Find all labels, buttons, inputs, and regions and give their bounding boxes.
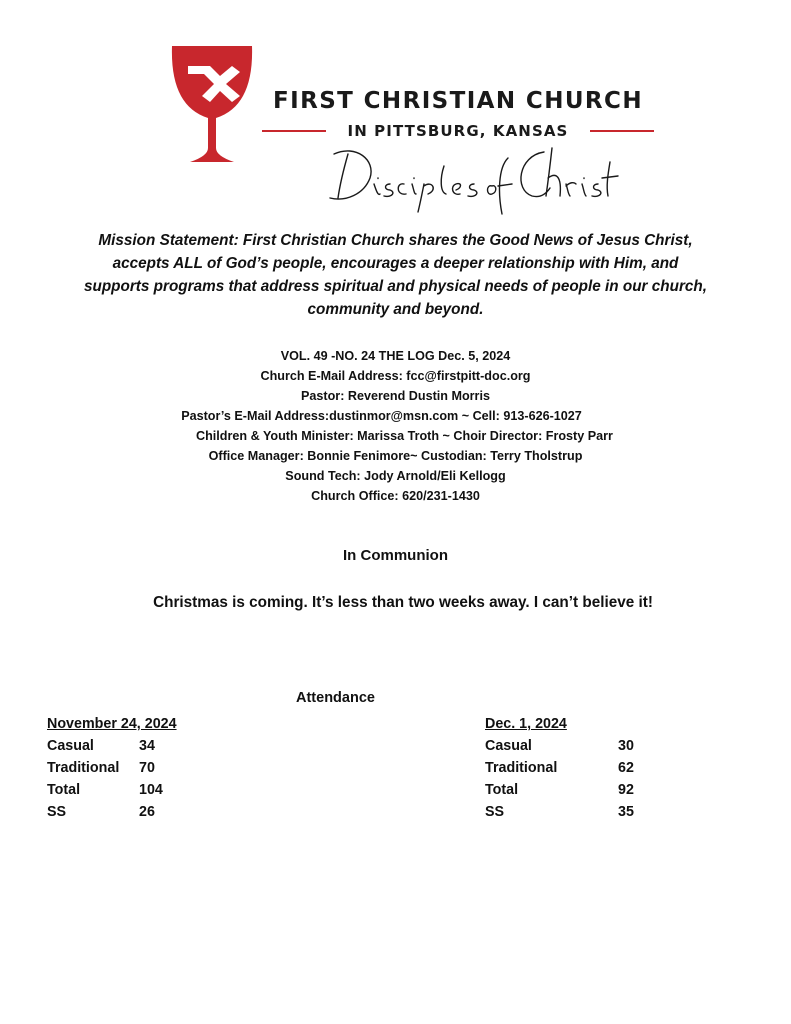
communion-heading: In Communion xyxy=(343,547,448,564)
mission-line: accepts ALL of God’s people, encourages a deeper relationship with Him, and xyxy=(112,255,679,272)
attendance-row xyxy=(485,757,634,779)
attendance-label: SS xyxy=(47,804,67,820)
church-name: FIRST CHRISTIAN CHURCH xyxy=(273,88,643,114)
attendance-row xyxy=(47,735,177,757)
attendance-label: SS xyxy=(485,804,505,820)
mission-line: Mission Statement: First Christian Church shares the Good News of Jesus Christ, xyxy=(98,232,693,249)
attendance-label: Traditional xyxy=(47,760,120,776)
attendance-row xyxy=(47,779,177,801)
attendance-value: 35 xyxy=(618,804,634,820)
ministers-line: Children & Youth Minister: Marissa Troth ~ Choir Director: Frosty Parr xyxy=(196,429,613,443)
church-location: IN PITTSBURG, KANSAS xyxy=(347,122,569,140)
attendance-label: Casual xyxy=(485,738,532,754)
pastor-line: Pastor: Reverend Dustin Morris xyxy=(301,389,490,403)
right-rule xyxy=(590,130,654,132)
attendance-row xyxy=(47,801,177,823)
attendance-label: Total xyxy=(47,782,81,798)
staff-line: Office Manager: Bonnie Fenimore~ Custodian: Terry Tholstrup xyxy=(208,449,583,463)
attendance-value: 92 xyxy=(618,782,634,798)
attendance-value: 104 xyxy=(139,782,163,798)
attendance-value: 62 xyxy=(618,760,634,776)
attendance-row xyxy=(485,735,634,757)
attendance-label: Traditional xyxy=(485,760,558,776)
attendance-title: Attendance xyxy=(296,690,375,706)
attendance-date: November 24, 2024 xyxy=(47,716,177,732)
attendance-row xyxy=(485,779,634,801)
church-email: Church E-Mail Address: fcc@firstpitt-doc.org xyxy=(260,369,531,383)
newsletter-info xyxy=(0,346,791,506)
church-office-line: Church Office: 620/231-1430 xyxy=(311,489,480,503)
mission-line: community and beyond. xyxy=(307,301,484,318)
mission-line: supports programs that address spiritual and physical needs of people in our church, xyxy=(83,278,708,295)
attendance-value: 34 xyxy=(139,738,155,754)
attendance-dec-1 xyxy=(485,713,634,823)
attendance-label: Total xyxy=(485,782,519,798)
left-rule xyxy=(262,130,326,132)
disciples-of-christ-signature xyxy=(300,138,620,216)
attendance-value: 26 xyxy=(139,804,155,820)
sound-tech-line: Sound Tech: Jody Arnold/Eli Kellogg xyxy=(285,469,506,483)
attendance-november-24 xyxy=(47,713,177,823)
attendance-label: Casual xyxy=(47,738,94,754)
pastor-contact: Pastor’s E-Mail Address:dustinmor@msn.com ~ Cell: 913-626-1027 xyxy=(181,409,582,423)
attendance-date: Dec. 1, 2024 xyxy=(485,716,567,732)
volume-line: VOL. 49 -NO. 24 THE LOG Dec. 5, 2024 xyxy=(280,349,511,363)
communion-text: Christmas is coming. It’s less than two weeks away. I can’t believe it! xyxy=(153,594,653,611)
attendance-row xyxy=(47,757,177,779)
attendance-value: 30 xyxy=(618,738,634,754)
mission-statement xyxy=(30,229,761,321)
attendance-value: 70 xyxy=(139,760,155,776)
attendance-row xyxy=(485,801,634,823)
chalice-cross-icon xyxy=(170,44,254,166)
